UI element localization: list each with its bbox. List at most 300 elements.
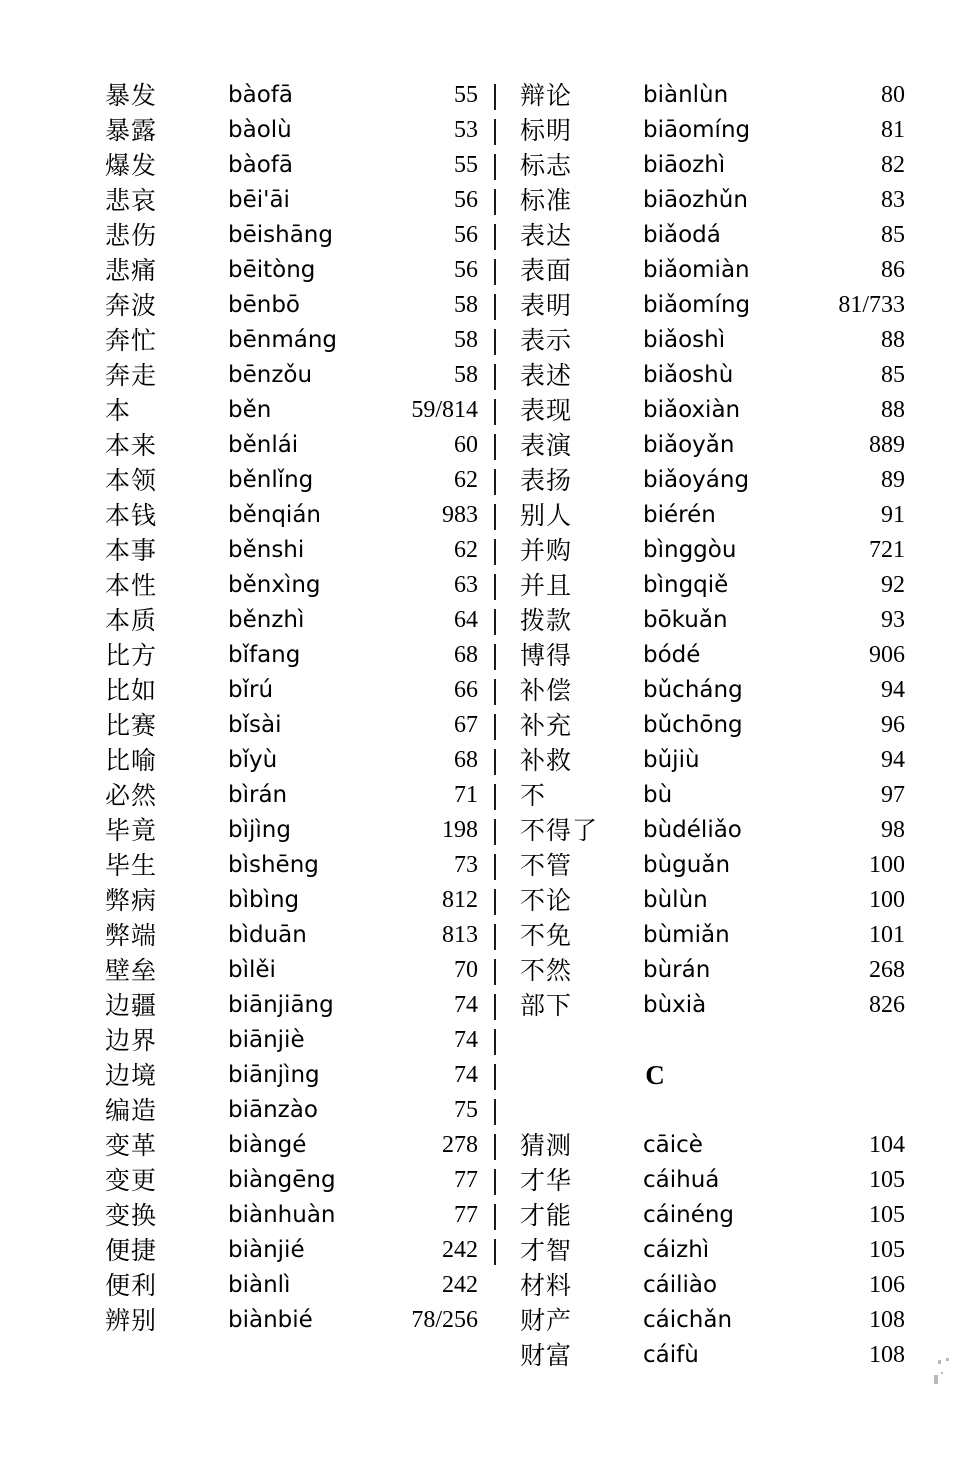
index-entry xyxy=(510,183,910,218)
entry-headword: 表达 xyxy=(520,221,573,250)
entry-page-number: 813 xyxy=(442,922,478,948)
entry-page-number: 198 xyxy=(442,817,478,843)
entry-page-number: 96 xyxy=(881,712,905,738)
index-entry xyxy=(95,1303,485,1338)
divider-segment xyxy=(494,189,496,215)
entry-page-number: 78/256 xyxy=(411,1307,478,1333)
index-entry xyxy=(95,568,485,603)
divider-segment xyxy=(494,1204,496,1230)
entry-spacer xyxy=(510,1023,910,1058)
entry-pinyin: bǐrú xyxy=(228,677,274,703)
entry-pinyin: biǎodá xyxy=(643,222,721,248)
index-entry xyxy=(510,603,910,638)
entry-headword: 不免 xyxy=(520,921,573,950)
entry-page-number: 53 xyxy=(454,117,478,143)
entry-page-number: 82 xyxy=(881,152,905,178)
entry-pinyin: biānjiè xyxy=(228,1027,305,1053)
entry-page-number: 98 xyxy=(881,817,905,843)
entry-headword: 不管 xyxy=(520,851,573,880)
index-entry xyxy=(95,1023,485,1058)
index-entry xyxy=(510,568,910,603)
entry-headword: 弊端 xyxy=(105,921,158,950)
entry-pinyin: bùdéliǎo xyxy=(643,817,742,843)
entry-page-number: 93 xyxy=(881,607,905,633)
divider-segment xyxy=(494,399,496,425)
divider-segment xyxy=(494,749,496,775)
entry-headword: 表明 xyxy=(520,291,573,320)
divider-segment xyxy=(494,1169,496,1195)
entry-headword: 本来 xyxy=(105,431,158,460)
entry-pinyin: bùxià xyxy=(643,992,707,1018)
index-column-left xyxy=(95,78,485,1338)
entry-headword: 不 xyxy=(520,781,547,810)
index-entry xyxy=(510,708,910,743)
divider-segment xyxy=(494,539,496,565)
entry-pinyin: bódé xyxy=(643,642,701,668)
entry-headword: 暴发 xyxy=(105,81,158,110)
index-entry xyxy=(95,288,485,323)
entry-headword: 变革 xyxy=(105,1131,158,1160)
entry-headword: 本领 xyxy=(105,466,158,495)
entry-headword: 悲哀 xyxy=(105,186,158,215)
index-entry xyxy=(95,393,485,428)
entry-headword: 便利 xyxy=(105,1271,158,1300)
entry-headword: 标准 xyxy=(520,186,573,215)
entry-pinyin: biàngēng xyxy=(228,1167,336,1193)
entry-pinyin: biànbié xyxy=(228,1307,313,1333)
divider-segment xyxy=(494,609,496,635)
entry-pinyin: cáizhì xyxy=(643,1237,710,1263)
entry-headword: 不然 xyxy=(520,956,573,985)
entry-page-number: 92 xyxy=(881,572,905,598)
divider-segment xyxy=(494,1134,496,1160)
entry-headword: 标明 xyxy=(520,116,573,145)
index-entry xyxy=(510,1338,910,1373)
entry-headword: 毕生 xyxy=(105,851,158,880)
entry-pinyin: cáifù xyxy=(643,1342,699,1368)
divider-segment xyxy=(494,784,496,810)
index-entry xyxy=(95,323,485,358)
index-entry xyxy=(510,673,910,708)
entry-pinyin: běnqián xyxy=(228,502,321,528)
entry-pinyin: biānzào xyxy=(228,1097,318,1123)
entry-headword: 表面 xyxy=(520,256,573,285)
entry-page-number: 77 xyxy=(454,1167,478,1193)
entry-pinyin: biǎoxiàn xyxy=(643,397,741,423)
entry-page-number: 108 xyxy=(869,1342,905,1368)
entry-page-number: 101 xyxy=(869,922,905,948)
entry-page-number: 81/733 xyxy=(838,292,905,318)
index-entry xyxy=(510,78,910,113)
index-entry xyxy=(510,393,910,428)
entry-page-number: 105 xyxy=(869,1202,905,1228)
entry-pinyin: biāozhì xyxy=(643,152,726,178)
divider-segment xyxy=(494,224,496,250)
divider-segment xyxy=(494,119,496,145)
entry-page-number: 62 xyxy=(454,537,478,563)
entry-page-number: 60 xyxy=(454,432,478,458)
index-entry xyxy=(510,883,910,918)
entry-pinyin: biǎoshì xyxy=(643,327,726,353)
entry-headword: 不论 xyxy=(520,886,573,915)
entry-page-number: 66 xyxy=(454,677,478,703)
entry-pinyin: běnlǐng xyxy=(228,467,314,493)
entry-page-number: 71 xyxy=(454,782,478,808)
entry-pinyin: bēitòng xyxy=(228,257,316,283)
entry-page-number: 59/814 xyxy=(411,397,478,423)
entry-pinyin: cáichǎn xyxy=(643,1307,733,1333)
entry-pinyin: biǎomíng xyxy=(643,292,751,318)
entry-pinyin: biānjiāng xyxy=(228,992,334,1018)
entry-page-number: 74 xyxy=(454,1062,478,1088)
index-entry xyxy=(95,1198,485,1233)
entry-pinyin: biǎoyáng xyxy=(643,467,750,493)
index-entry xyxy=(510,743,910,778)
entry-page-number: 77 xyxy=(454,1202,478,1228)
entry-page-number: 104 xyxy=(869,1132,905,1158)
index-entry xyxy=(95,708,485,743)
entry-pinyin: biǎoyǎn xyxy=(643,432,735,458)
entry-page-number: 97 xyxy=(881,782,905,808)
index-entry xyxy=(510,953,910,988)
entry-headword: 补救 xyxy=(520,746,573,775)
section-letter: C xyxy=(645,1060,665,1090)
entry-pinyin: bùrán xyxy=(643,957,711,983)
entry-headword: 变更 xyxy=(105,1166,158,1195)
index-entry xyxy=(95,463,485,498)
entry-headword: 爆发 xyxy=(105,151,158,180)
divider-segment xyxy=(494,434,496,460)
entry-pinyin: bǔchōng xyxy=(643,712,743,738)
divider-segment xyxy=(494,154,496,180)
index-entry xyxy=(510,498,910,533)
divider-segment xyxy=(494,1029,496,1055)
entry-headword: 才华 xyxy=(520,1166,573,1195)
entry-page-number: 721 xyxy=(869,537,905,563)
entry-pinyin: běnzhì xyxy=(228,607,305,633)
entry-headword: 暴露 xyxy=(105,116,158,145)
entry-headword: 博得 xyxy=(520,641,573,670)
entry-pinyin: bǐsài xyxy=(228,712,282,738)
entry-page-number: 94 xyxy=(881,747,905,773)
index-entry xyxy=(95,673,485,708)
entry-pinyin: biànjié xyxy=(228,1237,305,1263)
divider-segment xyxy=(494,959,496,985)
entry-page-number: 88 xyxy=(881,327,905,353)
entry-page-number: 56 xyxy=(454,187,478,213)
index-entry xyxy=(95,638,485,673)
entry-pinyin: bēnbō xyxy=(228,292,300,318)
divider-segment xyxy=(494,504,496,530)
index-entry xyxy=(510,253,910,288)
divider-segment xyxy=(494,679,496,705)
entry-page-number: 67 xyxy=(454,712,478,738)
entry-headword: 拨款 xyxy=(520,606,573,635)
entry-pinyin: bǔcháng xyxy=(643,677,743,703)
entry-page-number: 58 xyxy=(454,292,478,318)
entry-page-number: 268 xyxy=(869,957,905,983)
entry-pinyin: bēnmáng xyxy=(228,327,338,353)
divider-segment xyxy=(494,889,496,915)
index-entry xyxy=(510,1198,910,1233)
entry-page-number: 91 xyxy=(881,502,905,528)
entry-pinyin: biāomíng xyxy=(643,117,751,143)
entry-pinyin: cáinéng xyxy=(643,1202,735,1228)
index-entry xyxy=(95,1093,485,1128)
entry-spacer xyxy=(510,1093,910,1128)
entry-headword: 边境 xyxy=(105,1061,158,1090)
entry-pinyin: bù xyxy=(643,782,673,808)
entry-pinyin: bìlěi xyxy=(228,957,276,983)
index-entry xyxy=(510,288,910,323)
index-column-right xyxy=(510,78,910,1373)
index-entry xyxy=(510,323,910,358)
entry-headword: 并且 xyxy=(520,571,573,600)
entry-headword: 补充 xyxy=(520,711,573,740)
entry-page-number: 62 xyxy=(454,467,478,493)
entry-headword: 财产 xyxy=(520,1306,573,1335)
entry-page-number: 58 xyxy=(454,362,478,388)
index-entry xyxy=(510,778,910,813)
entry-headword: 别人 xyxy=(520,501,573,530)
divider-segment xyxy=(494,994,496,1020)
scan-artifact xyxy=(934,1375,938,1384)
entry-page-number: 58 xyxy=(454,327,478,353)
entry-page-number: 242 xyxy=(442,1237,478,1263)
index-entry xyxy=(510,1268,910,1303)
entry-headword: 本质 xyxy=(105,606,158,635)
index-entry xyxy=(95,78,485,113)
index-entry xyxy=(510,1128,910,1163)
index-entry xyxy=(95,848,485,883)
entry-headword: 奔走 xyxy=(105,361,158,390)
entry-headword: 编造 xyxy=(105,1096,158,1125)
index-entry xyxy=(95,778,485,813)
divider-segment xyxy=(494,854,496,880)
entry-pinyin: bùlùn xyxy=(643,887,708,913)
entry-headword: 部下 xyxy=(520,991,573,1020)
index-entry xyxy=(510,638,910,673)
entry-page-number: 105 xyxy=(869,1167,905,1193)
entry-pinyin: bùmiǎn xyxy=(643,922,730,948)
index-entry xyxy=(95,1058,485,1093)
entry-headword: 变换 xyxy=(105,1201,158,1230)
entry-pinyin: běnshi xyxy=(228,537,305,563)
entry-pinyin: běn xyxy=(228,397,272,423)
entry-pinyin: bìshēng xyxy=(228,852,319,878)
entry-pinyin: bǐfang xyxy=(228,642,301,668)
entry-page-number: 889 xyxy=(869,432,905,458)
divider-segment xyxy=(494,644,496,670)
entry-page-number: 100 xyxy=(869,887,905,913)
divider-segment xyxy=(494,294,496,320)
index-entry xyxy=(95,358,485,393)
entry-headword: 表述 xyxy=(520,361,573,390)
entry-page-number: 86 xyxy=(881,257,905,283)
entry-page-number: 85 xyxy=(881,362,905,388)
entry-headword: 才能 xyxy=(520,1201,573,1230)
entry-headword: 猜测 xyxy=(520,1131,573,1160)
entry-page-number: 64 xyxy=(454,607,478,633)
divider-segment xyxy=(494,84,496,110)
entry-headword: 比方 xyxy=(105,641,158,670)
entry-page-number: 55 xyxy=(454,82,478,108)
entry-page-number: 68 xyxy=(454,747,478,773)
entry-page-number: 106 xyxy=(869,1272,905,1298)
entry-pinyin: biāozhǔn xyxy=(643,187,748,213)
divider-segment xyxy=(494,1239,496,1265)
index-entry xyxy=(95,813,485,848)
section-letter-heading xyxy=(510,1058,910,1093)
index-entry xyxy=(95,883,485,918)
entry-pinyin: biǎoshù xyxy=(643,362,734,388)
entry-pinyin: bìngqiě xyxy=(643,572,729,598)
entry-headword: 财富 xyxy=(520,1341,573,1370)
entry-page-number: 68 xyxy=(454,642,478,668)
entry-page-number: 70 xyxy=(454,957,478,983)
entry-pinyin: bàolù xyxy=(228,117,292,143)
entry-page-number: 56 xyxy=(454,222,478,248)
entry-page-number: 89 xyxy=(881,467,905,493)
entry-pinyin: biǎomiàn xyxy=(643,257,750,283)
entry-pinyin: bàofā xyxy=(228,82,293,108)
entry-page-number: 812 xyxy=(442,887,478,913)
entry-headword: 比喻 xyxy=(105,746,158,775)
scan-artifact xyxy=(938,1360,941,1364)
entry-page-number: 56 xyxy=(454,257,478,283)
index-entry xyxy=(95,1268,485,1303)
entry-headword: 表现 xyxy=(520,396,573,425)
index-entry xyxy=(95,148,485,183)
index-entry xyxy=(510,428,910,463)
entry-pinyin: bìrán xyxy=(228,782,288,808)
entry-page-number: 88 xyxy=(881,397,905,423)
index-entry xyxy=(95,603,485,638)
scan-artifact xyxy=(941,1372,943,1374)
entry-pinyin: bēnzǒu xyxy=(228,362,313,388)
entry-page-number: 74 xyxy=(454,992,478,1018)
index-entry xyxy=(510,113,910,148)
entry-page-number: 74 xyxy=(454,1027,478,1053)
index-entry xyxy=(510,848,910,883)
entry-headword: 表扬 xyxy=(520,466,573,495)
entry-pinyin: biérén xyxy=(643,502,716,528)
column-divider xyxy=(494,80,496,1260)
index-entry xyxy=(510,218,910,253)
divider-segment xyxy=(494,574,496,600)
entry-page-number: 75 xyxy=(454,1097,478,1123)
entry-headword: 才智 xyxy=(520,1236,573,1265)
entry-headword: 并购 xyxy=(520,536,573,565)
entry-pinyin: biānjìng xyxy=(228,1062,320,1088)
entry-headword: 边界 xyxy=(105,1026,158,1055)
entry-page-number: 85 xyxy=(881,222,905,248)
index-entry xyxy=(510,463,910,498)
index-entry xyxy=(95,428,485,463)
index-entry xyxy=(95,113,485,148)
entry-headword: 本事 xyxy=(105,536,158,565)
index-entry xyxy=(510,988,910,1023)
index-entry xyxy=(510,533,910,568)
entry-pinyin: bìduān xyxy=(228,922,307,948)
divider-segment xyxy=(494,819,496,845)
index-entry xyxy=(510,1233,910,1268)
entry-headword: 奔忙 xyxy=(105,326,158,355)
entry-pinyin: běnlái xyxy=(228,432,299,458)
entry-pinyin: cāicè xyxy=(643,1132,703,1158)
entry-pinyin: bōkuǎn xyxy=(643,607,728,633)
entry-headword: 悲痛 xyxy=(105,256,158,285)
entry-page-number: 826 xyxy=(869,992,905,1018)
divider-segment xyxy=(494,364,496,390)
index-entry xyxy=(95,1128,485,1163)
entry-headword: 不得了 xyxy=(520,816,599,845)
index-entry xyxy=(95,218,485,253)
index-entry xyxy=(510,358,910,393)
entry-headword: 壁垒 xyxy=(105,956,158,985)
index-entry xyxy=(510,148,910,183)
entry-headword: 悲伤 xyxy=(105,221,158,250)
index-entry xyxy=(510,918,910,953)
entry-page-number: 63 xyxy=(454,572,478,598)
entry-headword: 毕竟 xyxy=(105,816,158,845)
entry-headword: 奔波 xyxy=(105,291,158,320)
entry-page-number: 105 xyxy=(869,1237,905,1263)
index-entry xyxy=(95,1233,485,1268)
entry-headword: 便捷 xyxy=(105,1236,158,1265)
entry-page-number: 81 xyxy=(881,117,905,143)
entry-page-number: 94 xyxy=(881,677,905,703)
entry-headword: 本 xyxy=(105,396,132,425)
entry-page-number: 73 xyxy=(454,852,478,878)
index-entry xyxy=(95,498,485,533)
index-entry xyxy=(95,253,485,288)
entry-page-number: 83 xyxy=(881,187,905,213)
divider-segment xyxy=(494,329,496,355)
entry-page-number: 278 xyxy=(442,1132,478,1158)
entry-pinyin: bìbìng xyxy=(228,887,300,913)
index-entry xyxy=(95,918,485,953)
entry-headword: 必然 xyxy=(105,781,158,810)
entry-headword: 辨别 xyxy=(105,1306,158,1335)
divider-segment xyxy=(494,259,496,285)
entry-page-number: 100 xyxy=(869,852,905,878)
entry-page-number: 55 xyxy=(454,152,478,178)
index-entry xyxy=(510,813,910,848)
entry-headword: 辩论 xyxy=(520,81,573,110)
entry-headword: 弊病 xyxy=(105,886,158,915)
divider-segment xyxy=(494,714,496,740)
entry-headword: 本钱 xyxy=(105,501,158,530)
index-entry xyxy=(95,533,485,568)
entry-page-number: 80 xyxy=(881,82,905,108)
entry-pinyin: cáiliào xyxy=(643,1272,718,1298)
entry-headword: 表示 xyxy=(520,326,573,355)
entry-pinyin: bìjìng xyxy=(228,817,291,843)
entry-page-number: 983 xyxy=(442,502,478,528)
entry-pinyin: bēi'āi xyxy=(228,187,290,213)
divider-segment xyxy=(494,1064,496,1090)
entry-pinyin: bùguǎn xyxy=(643,852,731,878)
index-entry xyxy=(510,1163,910,1198)
entry-pinyin: bǔjiù xyxy=(643,747,700,773)
entry-page-number: 242 xyxy=(442,1272,478,1298)
entry-pinyin: bìnggòu xyxy=(643,537,737,563)
entry-pinyin: biànhuàn xyxy=(228,1202,336,1228)
index-entry xyxy=(95,183,485,218)
entry-page-number: 906 xyxy=(869,642,905,668)
entry-pinyin: cáihuá xyxy=(643,1167,720,1193)
